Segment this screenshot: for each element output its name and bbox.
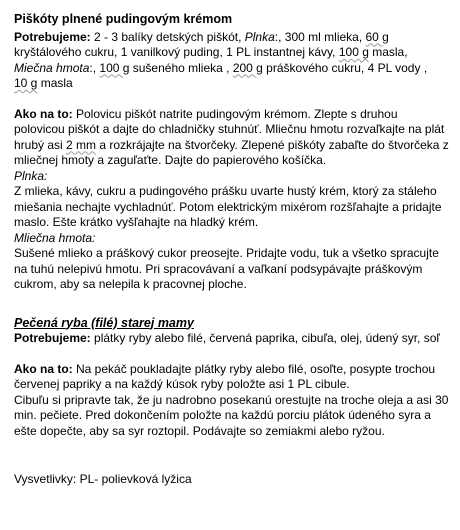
ingredients-text: kryštálového cukru, 1 vanilkový puding, 1 PL instantnej kávy, <box>14 45 339 59</box>
subheading-hmota <box>14 231 450 247</box>
subheading-plnka <box>14 169 450 185</box>
steps-text: Na pekáč poukladajte plátky ryby alebo filé, osoľte, posypte trochou červenej papriky a na každý kúsok ryby položte asi 1 PL cibule. <box>14 361 436 391</box>
quantity: 60 g <box>365 29 389 44</box>
recipe-document <box>14 12 450 488</box>
ingredients-text: :, 300 ml mlieka, <box>274 29 366 44</box>
ingredients-text: :, <box>89 60 100 75</box>
steps-text: a rozkrájajte na štvorčeky. Zlepené piškóty zabaľte do štvorčeka z mliečnej hmoty a zaguľaťte. Dajte do papierového košíčka. <box>14 137 449 167</box>
quantity: 10 g <box>14 76 38 90</box>
ingredients-label: Potrebujeme: <box>14 331 91 345</box>
steps-label: Ako na to: <box>14 106 73 121</box>
footnote: Vysvetlivky: PL- polievková lyžica <box>14 472 192 486</box>
ingredients-text: masla, <box>368 45 408 59</box>
ingredients-text: masla <box>37 76 73 90</box>
quantity: 100 g <box>338 45 369 59</box>
subheading-text: Plnka <box>14 168 45 183</box>
recipe1-steps-plnka: Z mlieka, kávy, cukru a pudingového prášku uvarte hustý krém, ktorý za stáleho miešania nechajte vychladnúť. Potom elektrickým mixérom rozšľahajte a pridajte maslo. Ešte krátko vyšľahajte na hladký krém. <box>14 184 442 229</box>
recipe1-steps-main <box>14 107 450 169</box>
subheading-text: Mliečna hmota <box>14 230 93 245</box>
hmota-label: Miečna hmota <box>14 60 90 75</box>
ingredients-text: plátky ryby alebo filé, červená paprika, cibuľa, olej, údený syr, soľ <box>90 331 440 345</box>
subheading-suffix: : <box>92 230 96 245</box>
recipe2-steps-2: Cibuľu si pripravte tak, že ju nadrobno posekanú orestujte na troche oleja a asi 30 min. pečiete. Pred dokončením položte na každú porciu plátok údeného syra a ešte dopečte, aby sa syr roztopil. Podávajte so zemiakmi alebo ryžou. <box>14 392 449 438</box>
ingredients-label: Potrebujeme: <box>14 29 91 44</box>
plnka-label: Plnka <box>244 29 275 44</box>
ingredients-text: práškového cukru, 4 PL vody , <box>262 60 428 75</box>
ingredients-text: 2 - 3 balíky detských piškót, <box>90 29 245 44</box>
steps-label: Ako na to: <box>14 361 73 376</box>
steps-text: Polovicu piškót natrite pudingovým krémom. Zlepte s druhou polovicou piškót a dajte do chladničky stuhnúť. Mliečnu hmotu rozvaľkajte na plát hrubý asi <box>14 106 445 152</box>
recipe1-ingredients <box>14 30 450 92</box>
recipe2-steps <box>14 362 450 393</box>
ingredients-text: sušeného mlieka , <box>129 60 233 75</box>
recipe2-ingredients <box>14 331 450 347</box>
recipe1-steps-hmota: Sušené mlieko a práškový cukor preosejte. Pridajte vodu, tuk a všetko spracujte na tuhú nelepivú hmotu. Pri spracovávaní a vaľkaní podsypávajte práškovým cukrom, aby sa nelepila k pracovnej ploche. <box>14 246 439 291</box>
quantity: 2 mm <box>66 137 97 152</box>
subheading-suffix: : <box>44 168 48 183</box>
quantity: 100 g <box>99 60 130 75</box>
recipe2-title: Pečená ryba (filé) starej mamy <box>14 315 194 330</box>
recipe1-title: Piškóty plnené pudingovým krémom <box>14 12 233 26</box>
quantity: 200 g <box>232 60 263 75</box>
